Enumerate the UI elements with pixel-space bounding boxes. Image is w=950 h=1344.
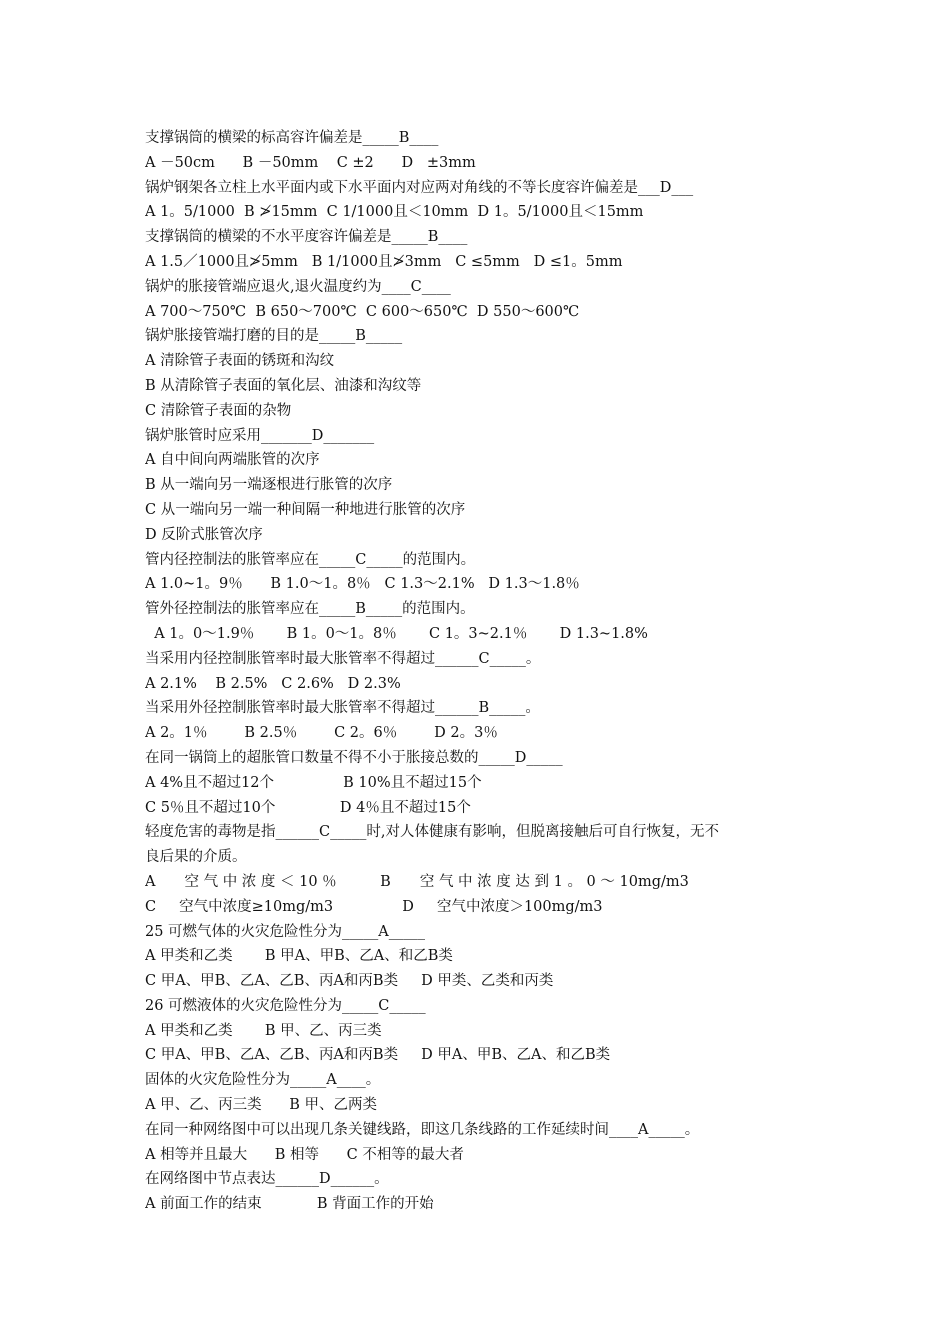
options-line: A 1。0～1.9％ B 1。0～1。8％ C 1。3~2.1％ D 1.3~1.8%	[145, 625, 648, 642]
options-line: C 甲A、甲B、乙A、乙B、丙A和丙B类 D 甲类、乙类和丙类	[145, 973, 554, 990]
question-line: 26 可燃液体的火灾危险性分为_____C_____	[145, 997, 426, 1014]
options-line: A 2。1％ B 2.5％ C 2。6％ D 2。3％	[145, 725, 498, 742]
question-line: 锅炉钢架各立柱上水平面内或下水平面内对应两对角线的不等长度容许偏差是___D___	[145, 179, 694, 196]
question-line: 当采用内径控制胀管率时最大胀管率不得超过______C_____。	[145, 650, 541, 667]
question-line: 在网络图中节点表达______D______。	[145, 1171, 389, 1188]
option-line: C 从一端向另一端一种间隔一种地进行胀管的次序	[145, 501, 466, 518]
question-line: 锅炉胀管时应采用_______D_______	[145, 427, 375, 444]
option-line: C 清除管子表面的杂物	[145, 402, 292, 419]
options-line: A 2.1% B 2.5% C 2.6% D 2.3%	[145, 675, 401, 692]
option-line: D 反阶式胀管次序	[145, 526, 263, 543]
question-line: 管内径控制法的胀管率应在_____C_____的范围内。	[145, 551, 476, 568]
options-line: A 甲类和乙类 B 甲A、甲B、乙A、和乙B类	[145, 948, 453, 965]
options-line: A 前面工作的结束 B 背面工作的开始	[145, 1196, 434, 1213]
option-line: B 从一端向另一端逐根进行胀管的次序	[145, 477, 393, 494]
options-line: A 4%且不超过12个 B 10%且不超过15个	[145, 774, 482, 791]
options-line: A 1.0~1。9％ B 1.0～1。8％ C 1.3～2.1% D 1.3～1.8％	[145, 576, 580, 593]
options-line: C 甲A、甲B、乙A、乙B、丙A和丙B类 D 甲A、甲B、乙A、和乙B类	[145, 1047, 611, 1064]
options-line: A 700～750℃ B 650～700℃ C 600～650℃ D 550～600℃	[145, 303, 580, 320]
options-line: A 1.5／1000且≯5mm B 1/1000且≯3mm C ≤5mm D ≤1。5mm	[145, 253, 623, 270]
options-line: C 空气中浓度≥10mg/m3 D 空气中浓度＞100mg/m3	[145, 898, 603, 915]
question-line-continued: 良后果的介质。	[145, 849, 247, 866]
options-line: C 5％且不超过10个 D 4％且不超过15个	[145, 799, 471, 816]
question-line: 固体的火灾危险性分为_____A____。	[145, 1072, 381, 1089]
options-line: A 甲类和乙类 B 甲、乙、丙三类	[145, 1022, 382, 1039]
question-line: 支撑锅筒的横梁的标高容许偏差是_____B____	[145, 130, 439, 146]
option-line: A 清除管子表面的锈斑和沟纹	[145, 353, 335, 370]
options-line: A 相等并且最大 B 相等 C 不相等的最大者	[145, 1146, 464, 1163]
question-line: 支撑锅筒的横梁的不水平度容许偏差是_____B____	[145, 229, 468, 246]
options-line: A 1。5/1000 B ≯15mm C 1/1000且＜10mm D 1。5/1000且＜15mm	[145, 204, 644, 221]
question-line: 锅炉的胀接管端应退火,退火温度约为____C____	[145, 278, 451, 295]
options-line: A 甲、乙、丙三类 B 甲、乙两类	[145, 1097, 377, 1114]
question-line: 轻度危害的毒物是指______C_____时,对人体健康有影响，但脱离接触后可自行恢复，无不	[145, 824, 719, 841]
question-line: 锅炉胀接管端打磨的目的是_____B_____	[145, 328, 403, 345]
question-line: 当采用外径控制胀管率时最大胀管率不得超过______B_____。	[145, 700, 540, 717]
question-line: 在同一种网络图中可以出现几条关键线路，即这几条线路的工作延续时间____A_____。	[145, 1121, 700, 1138]
question-line: 25 可燃气体的火灾危险性分为_____A_____	[145, 923, 426, 940]
option-line: B 从清除管子表面的氧化层、油漆和沟纹等	[145, 377, 422, 394]
options-line: A 空 气 中 浓 度 ＜ 10 ％ B 空 气 中 浓 度 达 到 1 。 0 ～ 10mg/m3	[145, 873, 689, 890]
document-page	[145, 126, 825, 1217]
option-line: A 自中间向两端胀管的次序	[145, 452, 320, 469]
question-line: 在同一锅筒上的超胀管口数量不得不小于胀接总数的_____D_____	[145, 749, 563, 766]
options-line: A －50cm B －50mm C ±2 D ±3mm	[145, 154, 476, 171]
question-line: 管外径控制法的胀管率应在_____B_____的范围内。	[145, 601, 475, 618]
